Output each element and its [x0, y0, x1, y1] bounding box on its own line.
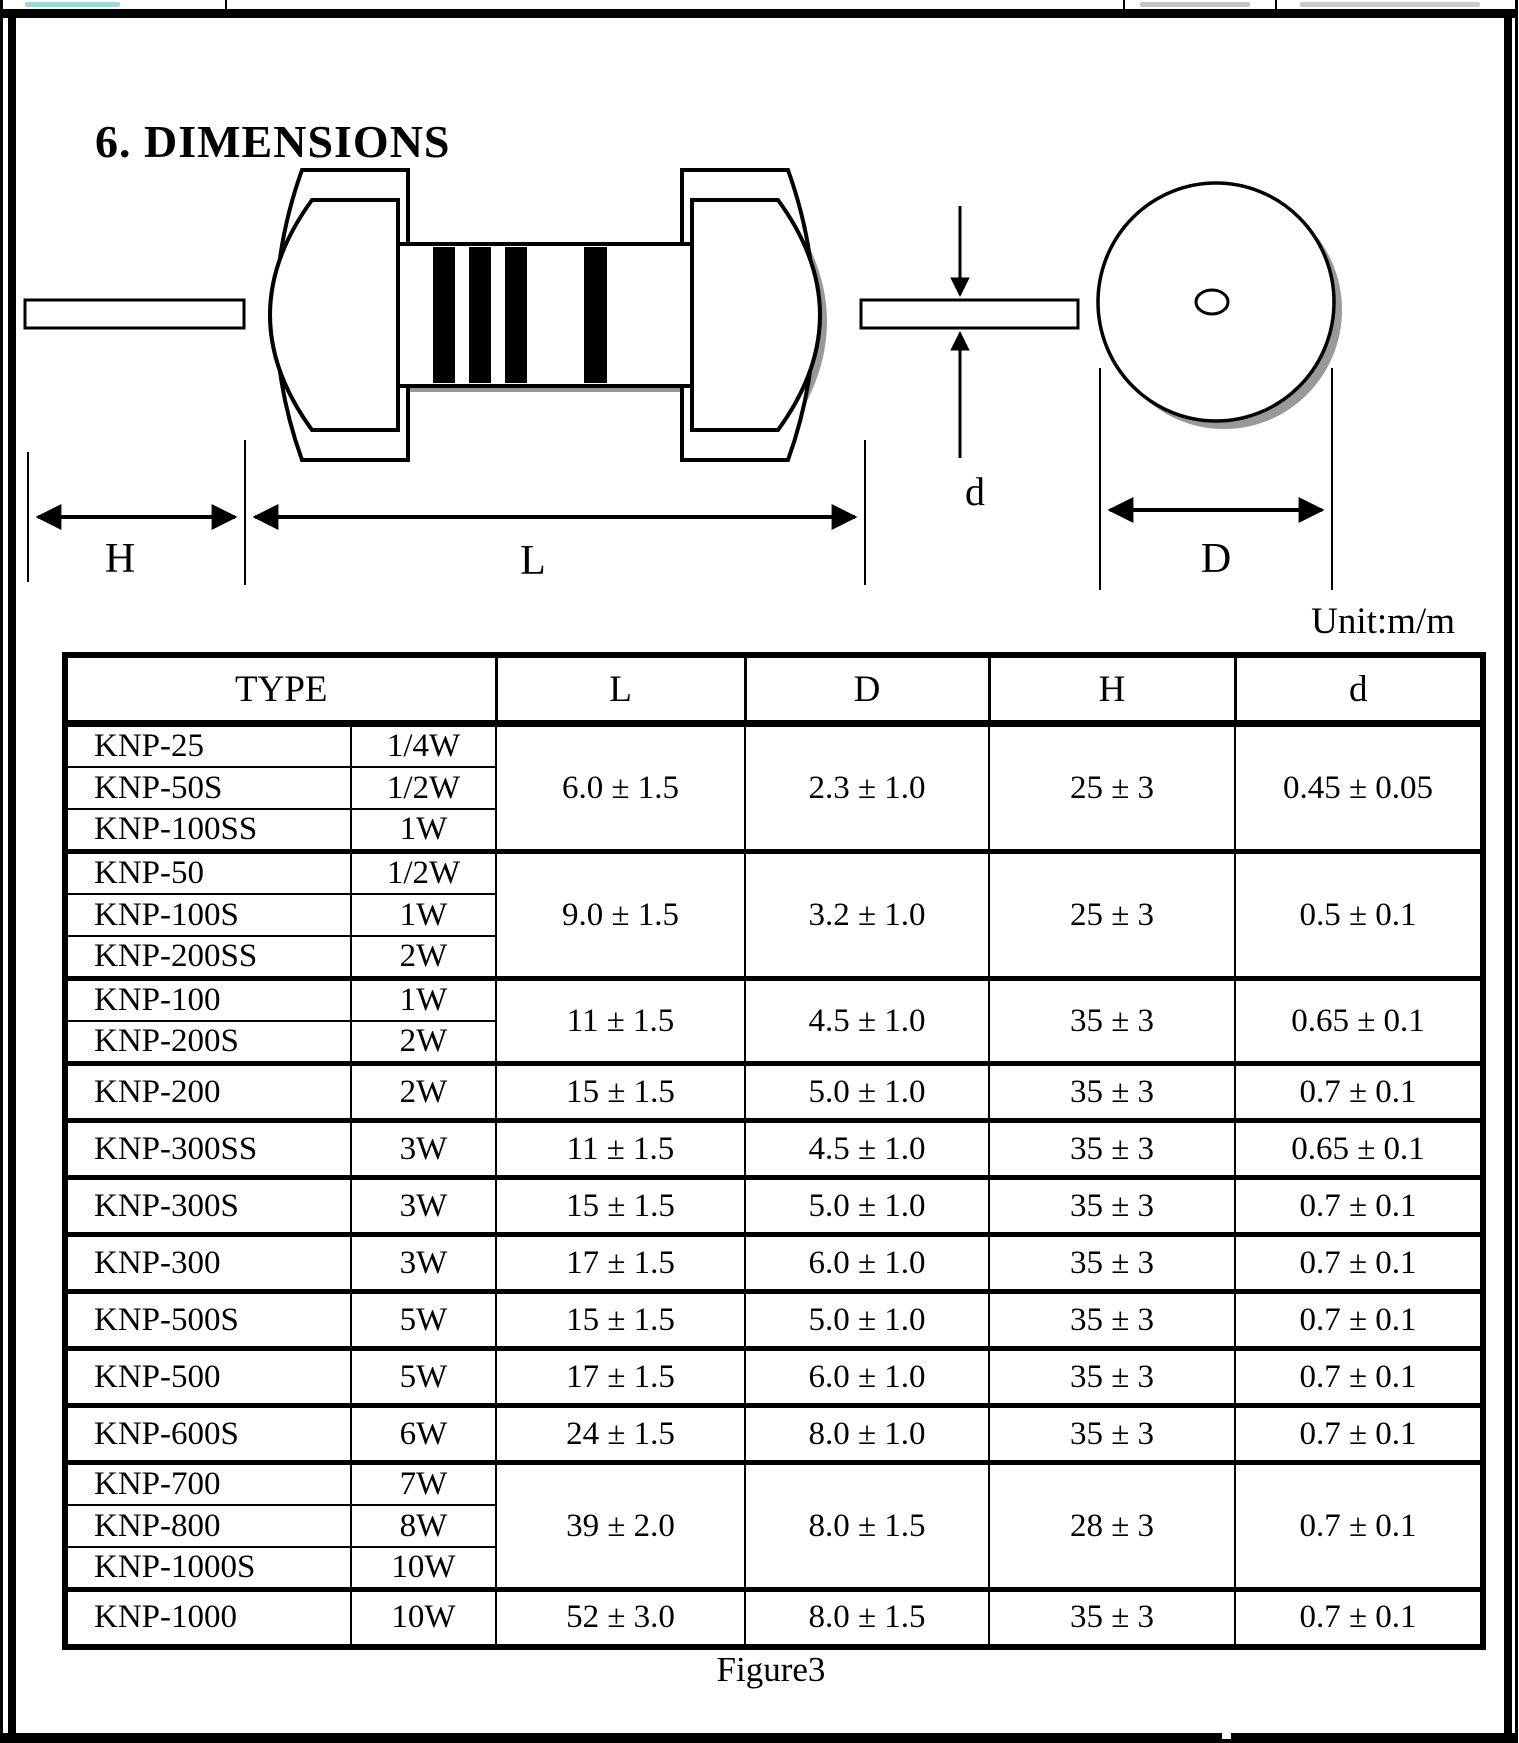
type-cell: KNP-800 [65, 1505, 351, 1547]
wattage-cell: 3W [351, 1121, 496, 1178]
wattage-cell: 1W [351, 809, 496, 852]
dimensions-table [62, 652, 1486, 1650]
dim-d-cell: 2.3 ± 1.0 [745, 724, 989, 852]
wattage-cell: 2W [351, 1064, 496, 1121]
table-row [65, 724, 1483, 768]
dim-h-cell: 25 ± 3 [989, 852, 1235, 979]
dim-h-cell: 35 ± 3 [989, 1406, 1235, 1463]
dim-d-cell: 4.5 ± 1.0 [745, 979, 989, 1064]
dim-d-cell: 5.0 ± 1.0 [745, 1064, 989, 1121]
dim-d-cell: 4.5 ± 1.0 [745, 1121, 989, 1178]
type-cell: KNP-700 [65, 1463, 351, 1506]
dim-h-cell: 25 ± 3 [989, 724, 1235, 852]
wattage-cell: 5W [351, 1292, 496, 1349]
dim-l-cell: 17 ± 1.5 [496, 1235, 745, 1292]
page-border-bottom [2, 1733, 1517, 1743]
dim-d-cell: 8.0 ± 1.5 [745, 1463, 989, 1590]
dim-d-cell: 6.0 ± 1.0 [745, 1349, 989, 1406]
dim-l-cell: 11 ± 1.5 [496, 979, 745, 1064]
table-row [65, 1064, 1483, 1121]
table-row [65, 979, 1483, 1022]
dim-h-cell: 35 ± 3 [989, 1590, 1235, 1647]
dim-l-cell: 52 ± 3.0 [496, 1590, 745, 1647]
dim-d-cell: 0.65 ± 0.1 [1235, 1121, 1483, 1178]
wattage-cell: 1/2W [351, 767, 496, 809]
table-row [65, 1121, 1483, 1178]
header-d-small: d [1235, 655, 1483, 724]
type-cell: KNP-1000S [65, 1547, 351, 1590]
type-cell: KNP-300 [65, 1235, 351, 1292]
dim-d-cell: 8.0 ± 1.0 [745, 1406, 989, 1463]
dim-d-cell: 8.0 ± 1.5 [745, 1590, 989, 1647]
h-dimension-label: H [104, 536, 136, 582]
wattage-cell: 1W [351, 894, 496, 936]
type-cell: KNP-300SS [65, 1121, 351, 1178]
header-l: L [496, 655, 745, 724]
dim-d-cell: 0.7 ± 0.1 [1235, 1292, 1483, 1349]
dim-h-cell: 35 ± 3 [989, 1235, 1235, 1292]
l-dimension-label: L [520, 538, 546, 584]
wattage-cell: 10W [351, 1590, 496, 1647]
dim-d-cell: 0.7 ± 0.1 [1235, 1235, 1483, 1292]
dim-l-cell: 15 ± 1.5 [496, 1064, 745, 1121]
wattage-cell: 3W [351, 1235, 496, 1292]
dim-l-cell: 39 ± 2.0 [496, 1463, 745, 1590]
table-row [65, 1406, 1483, 1463]
type-cell: KNP-500S [65, 1292, 351, 1349]
dim-d-cell: 0.65 ± 0.1 [1235, 979, 1483, 1064]
wattage-cell: 1/2W [351, 852, 496, 895]
wattage-cell: 10W [351, 1547, 496, 1590]
header-d: D [745, 655, 989, 724]
type-cell: KNP-50S [65, 767, 351, 809]
type-cell: KNP-50 [65, 852, 351, 895]
wattage-cell: 7W [351, 1463, 496, 1506]
dim-d-cell: 5.0 ± 1.0 [745, 1292, 989, 1349]
type-cell: KNP-25 [65, 724, 351, 768]
dim-d-cell: 0.45 ± 0.05 [1235, 724, 1483, 852]
wattage-cell: 8W [351, 1505, 496, 1547]
dim-h-cell: 35 ± 3 [989, 979, 1235, 1064]
wattage-cell: 1/4W [351, 724, 496, 768]
dim-l-cell: 9.0 ± 1.5 [496, 852, 745, 979]
dim-d-cell: 3.2 ± 1.0 [745, 852, 989, 979]
table-row [65, 1349, 1483, 1406]
table-row [65, 1178, 1483, 1235]
dim-d-cell: 5.0 ± 1.0 [745, 1178, 989, 1235]
type-cell: KNP-500 [65, 1349, 351, 1406]
table-header-row [65, 655, 1483, 724]
figure-caption: Figure3 [716, 1650, 826, 1689]
dim-d-cell: 0.7 ± 0.1 [1235, 1178, 1483, 1235]
wattage-cell: 2W [351, 1021, 496, 1064]
type-cell: KNP-300S [65, 1178, 351, 1235]
end-view-lead-hole [1196, 290, 1228, 314]
type-cell: KNP-200 [65, 1064, 351, 1121]
dim-d-cell: 0.7 ± 0.1 [1235, 1064, 1483, 1121]
dim-d-cell: 0.5 ± 0.1 [1235, 852, 1483, 979]
dim-h-cell: 35 ± 3 [989, 1292, 1235, 1349]
dim-d-cell: 0.7 ± 0.1 [1235, 1406, 1483, 1463]
table-row [65, 1590, 1483, 1647]
dim-l-cell: 15 ± 1.5 [496, 1292, 745, 1349]
page-border-bottom-notch [1222, 1733, 1231, 1739]
table-row [65, 1292, 1483, 1349]
type-cell: KNP-1000 [65, 1590, 351, 1647]
resistor-dimension-diagram [0, 0, 1519, 645]
section-title: 6. DIMENSIONS [95, 115, 451, 167]
table-row [65, 852, 1483, 895]
dim-h-cell: 35 ± 3 [989, 1064, 1235, 1121]
dim-h-cell: 35 ± 3 [989, 1349, 1235, 1406]
type-cell: KNP-600S [65, 1406, 351, 1463]
wattage-cell: 2W [351, 936, 496, 979]
dim-d-cell: 6.0 ± 1.0 [745, 1235, 989, 1292]
dd-dimension-label: D [1200, 536, 1232, 582]
type-cell: KNP-200SS [65, 936, 351, 979]
unit-note: Unit:m/m [1311, 601, 1455, 642]
header-type: TYPE [65, 655, 496, 724]
dim-l-cell: 24 ± 1.5 [496, 1406, 745, 1463]
dim-d-cell: 0.7 ± 0.1 [1235, 1590, 1483, 1647]
type-cell: KNP-200S [65, 1021, 351, 1064]
dim-l-cell: 6.0 ± 1.5 [496, 724, 745, 852]
wattage-cell: 3W [351, 1178, 496, 1235]
dim-l-cell: 11 ± 1.5 [496, 1121, 745, 1178]
table-row [65, 1235, 1483, 1292]
dim-d-cell: 0.7 ± 0.1 [1235, 1349, 1483, 1406]
header-h: H [989, 655, 1235, 724]
dim-h-cell: 28 ± 3 [989, 1463, 1235, 1590]
d-dimension-label: d [965, 469, 985, 514]
type-cell: KNP-100 [65, 979, 351, 1022]
dim-h-cell: 35 ± 3 [989, 1121, 1235, 1178]
dim-d-cell: 0.7 ± 0.1 [1235, 1463, 1483, 1590]
dim-l-cell: 15 ± 1.5 [496, 1178, 745, 1235]
wattage-cell: 5W [351, 1349, 496, 1406]
dim-l-cell: 17 ± 1.5 [496, 1349, 745, 1406]
table-row [65, 1463, 1483, 1506]
lead-wire-left [25, 300, 244, 328]
lead-wire-right [861, 300, 1078, 328]
type-cell: KNP-100SS [65, 809, 351, 852]
wattage-cell: 6W [351, 1406, 496, 1463]
dim-h-cell: 35 ± 3 [989, 1178, 1235, 1235]
type-cell: KNP-100S [65, 894, 351, 936]
wattage-cell: 1W [351, 979, 496, 1022]
